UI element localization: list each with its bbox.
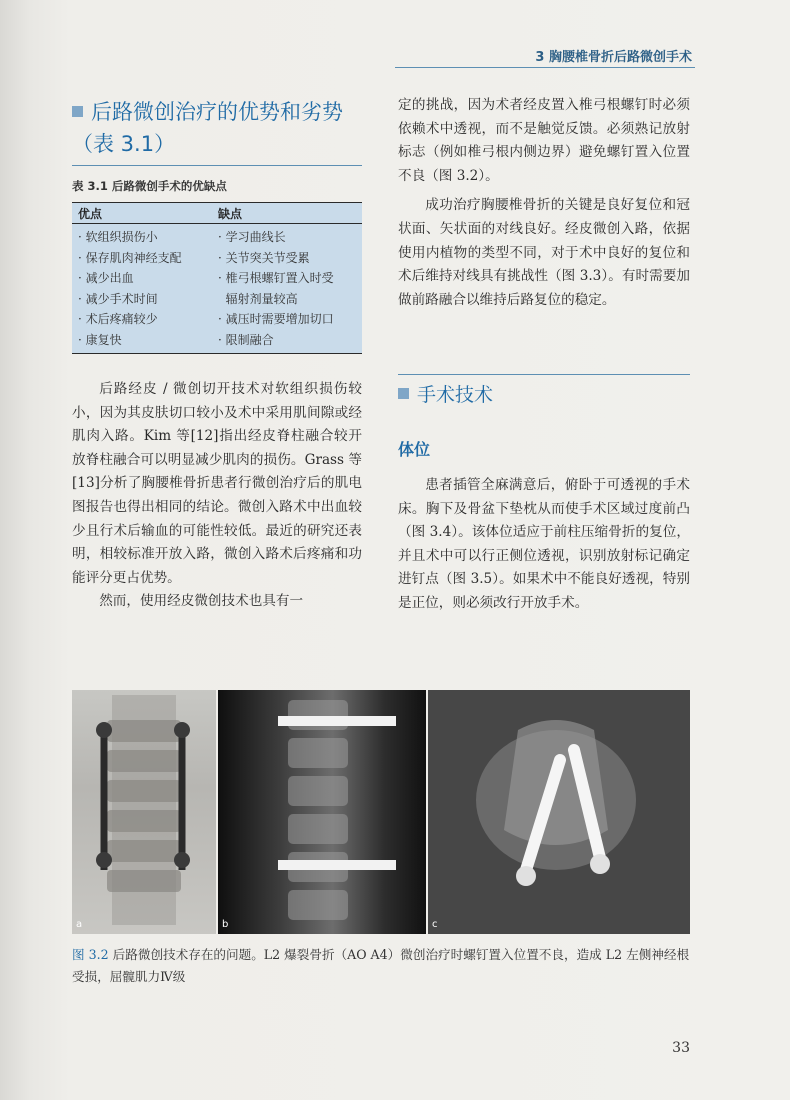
section-marker-icon bbox=[72, 106, 83, 117]
section-heading-text: 手术技术 bbox=[417, 384, 494, 406]
advantage-item: · 软组织损伤小 bbox=[78, 230, 158, 244]
section-heading bbox=[398, 380, 493, 407]
running-head: 3 胸腰椎骨折后路微创手术 bbox=[535, 50, 692, 65]
ct-axial-panel-c bbox=[428, 690, 690, 934]
disadvantage-item: · 学习曲线长 bbox=[218, 230, 286, 244]
disadvantage-item: · 关节突关节受累 bbox=[218, 250, 310, 265]
ct-axial-illustration bbox=[428, 690, 690, 934]
disadvantage-item: 辐射剂量较高 bbox=[218, 291, 298, 306]
panel-label-c: c bbox=[432, 919, 438, 930]
advantage-item: · 减少手术时间 bbox=[78, 291, 158, 306]
table-header-advantages: 优点 bbox=[78, 207, 103, 221]
section-title-text: 后路微创治疗的优势和劣势（表 3.1） bbox=[72, 100, 343, 156]
xray-ap-illustration bbox=[72, 690, 216, 934]
paragraph: 然而，使用经皮微创技术也具有一 bbox=[99, 593, 304, 610]
header-rule bbox=[395, 67, 695, 68]
panel-label-a: a bbox=[76, 919, 83, 930]
paragraph: 成功治疗胸腰椎骨折的关键是良好复位和冠状面、矢状面的对线良好。经皮微创入路，依据使用内植物的类型不同，对于术中良好的复位和术后维持对线具有挑战性（图 3.3）。有时需要加做前路融合以维持后路复位的稳定。 bbox=[398, 197, 690, 308]
table-header-rule bbox=[72, 223, 362, 224]
page-number: 33 bbox=[672, 1040, 690, 1056]
xray-image-panel-a bbox=[72, 690, 216, 934]
left-body bbox=[72, 378, 362, 614]
advantage-item: · 保存肌肉神经支配 bbox=[78, 250, 182, 265]
disadvantage-item: · 减压时需要增加切口 bbox=[218, 312, 334, 326]
disadvantages-list bbox=[218, 227, 358, 350]
section-title-rule bbox=[72, 165, 362, 166]
disadvantage-item: · 限制融合 bbox=[218, 332, 274, 347]
advantage-item: · 术后疼痛较少 bbox=[78, 312, 158, 326]
right-body-top bbox=[398, 94, 690, 312]
advantage-item: · 减少出血 bbox=[78, 271, 134, 285]
right-body-bottom bbox=[398, 474, 690, 616]
sub-heading: 体位 bbox=[398, 440, 431, 459]
table-header-disadvantages: 缺点 bbox=[218, 207, 243, 221]
advantage-item: · 康复快 bbox=[78, 332, 122, 347]
paragraph: 后路经皮 / 微创切开技术对软组织损伤较小，因为其皮肤切口较小及术中采用肌间隙或经肌肉入路。Kim 等[12]指出经皮脊柱融合较开放脊柱融合可以明显减少肌肉的损伤。Grass 等[13]分析了胸腰椎骨折患者行微创治疗后的肌电图报告也得出相同的结论。微创入路术中出血较少且行术后输血的可能性较低。最近的研究还表明，相较标准开放入路，微创入路术后疼痛和功能评分更占优势。 bbox=[72, 381, 362, 586]
section-title bbox=[72, 96, 372, 160]
advantages-list bbox=[78, 227, 218, 350]
panel-label-b: b bbox=[222, 919, 229, 930]
paragraph: 定的挑战，因为术者经皮置入椎弓根螺钉时必须依赖术中透视，而不是触觉反馈。必须熟记放射标志（例如椎弓根内侧边界）避免螺钉置入位置不良（图 3.2）。 bbox=[398, 97, 690, 184]
figure-caption-text: 后路微创技术存在的问题。L2 爆裂骨折（AO A4）微创治疗时螺钉置入位置不良，造成 L2 左侧神经根受损，屈髋肌力Ⅳ级 bbox=[72, 947, 690, 984]
figure-caption bbox=[72, 944, 690, 988]
paragraph: 患者插管全麻满意后，俯卧于可透视的手术床。胸下及骨盆下垫枕从而使手术区域过度前凸（图 3.4）。该体位适应于前柱压缩骨折的复位，并且术中可以行正侧位透视，识别放射标记确定进钉点（图 3.5）。如果术中不能良好透视，特别是正位，则必须改行开放手术。 bbox=[398, 477, 690, 611]
ct-sagittal-panel-b bbox=[218, 690, 426, 934]
figure-3-2 bbox=[72, 690, 690, 934]
section-marker-icon bbox=[398, 388, 409, 399]
section-rule bbox=[398, 374, 690, 375]
disadvantage-item: · 椎弓根螺钉置入时受 bbox=[218, 271, 334, 285]
pros-cons-table bbox=[72, 202, 362, 354]
figure-caption-ref: 图 3.2 bbox=[72, 947, 109, 962]
table-caption: 表 3.1 后路微创手术的优缺点 bbox=[72, 179, 227, 193]
ct-sagittal-illustration bbox=[218, 690, 426, 934]
